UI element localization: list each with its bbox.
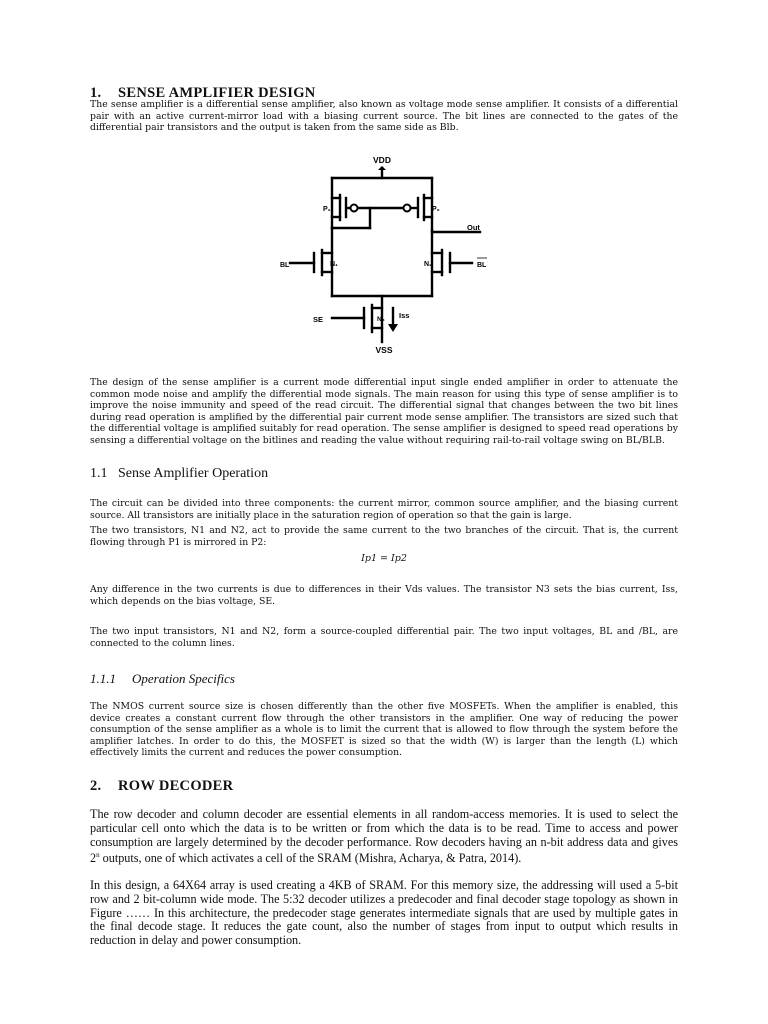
- se-label: SE: [313, 315, 324, 324]
- section-1-design-paragraph: The design of the sense amplifier is a current mode differential input single ended amplifier in order to attenuate the common mode noise and amplify the differential mode signals. The main reason for using this type of sense amplifier is to improve the noise immunity and speed of the read circuit. The differential signal that changes between the two bit lines during read operation is amplified by the differential pair current mode sense amplifier. The transistors are sized such that the differential voltage is amplified suitably for read operation. The sense amplifier is designed to speed read operations by sensing a differential voltage on the bitlines and reading the value without requiring rail-to-rail voltage swing on BL/BLB.: [90, 377, 678, 446]
- n2-label: N₂: [424, 261, 433, 268]
- sense-amplifier-circuit-diagram: [270, 150, 510, 360]
- iss-label: Iss: [399, 311, 410, 320]
- section-1-1-1-paragraph: The NMOS current source size is chosen differently than the other five MOSFETs. When the amplifier is enabled, this device creates a constant current flow through the other transistors in the amplifier. One way of reducing the power consumption of the sense amplifier as a whole is to limit the current that is allowed to flow through the system before the amplifier latches. In order to do this, the MOSFET is sized so that the width (W) is larger than the length (L) which effectively limits the current and reduces the power consumption.: [90, 701, 678, 759]
- section-number: 1.1: [90, 466, 108, 481]
- section-1-1-heading: [90, 466, 268, 482]
- p1-label: P₁: [323, 206, 331, 213]
- section-1-intro-paragraph: The sense amplifier is a differential sense amplifier, also known as voltage mode sense amplifier. It consists of a differential pair with an active current-mirror load with a biasing current source. The bit lines are connected to the gates of the differential pair transistors and the output is taken from the same side as Blb.: [90, 99, 678, 134]
- section-title: Sense Amplifier Operation: [118, 466, 269, 481]
- section-1-1-1-heading: [90, 671, 235, 687]
- n1-label: N₁: [330, 261, 338, 268]
- out-label: Out: [467, 223, 480, 232]
- section-number: 1.: [90, 85, 102, 101]
- section-number: 1.1.1: [90, 671, 116, 686]
- vdd-label: VDD: [373, 155, 391, 165]
- section-2-heading: [90, 778, 233, 795]
- section-number: 2.: [90, 778, 102, 794]
- section-2-paragraph-1: The row decoder and column decoder are essential elements in all random-access memories. It is used to select the particular cell onto which the data is to be written or from which the data is to be read. Time to access and power consumption are largely determined by the decoder performance. Row decoders having an n-bit address data and gives 2$^n$ outputs, one of which activates a cell of the SRAM (Mishra, Acharya, & Patra, 2014).: [90, 807, 678, 866]
- n3-label: N₃: [377, 316, 385, 323]
- bl-label: BL: [280, 262, 290, 269]
- equation: Ip1 = Ip2: [361, 553, 407, 564]
- section-1-1-paragraph-2: The two transistors, N1 and N2, act to provide the same current to the two branches of the circuit. That is, the current flowing through P1 is mirrored in P2:: [90, 525, 678, 548]
- section-title: SENSE AMPLIFIER DESIGN: [118, 85, 316, 101]
- section-1-1-paragraph-3: Any difference in the two currents is due to differences in their Vds values. The transistor N3 sets the bias current, Iss, which depends on the bias voltage, SE.: [90, 584, 678, 607]
- section-title: ROW DECODER: [118, 778, 234, 794]
- section-2-paragraph-2: In this design, a 64X64 array is used creating a 4KB of SRAM. For this memory size, the addressing will used a 5-bit row and 2 bit-column wide mode. The 5:32 decoder utilizes a predecoder and final decoder stage topology as shown in Figure …… In this architecture, the predecoder stage generates intermediate signals that are used by multiple gates in the final decode stage. It reduces the gate count, also the number of stages from input to output which results in reduction in delay and power consumption.: [90, 878, 678, 948]
- vss-label: VSS: [375, 345, 393, 355]
- section-1-1-paragraph-4: The two input transistors, N1 and N2, form a source-coupled differential pair. The two input voltages, BL and /BL, are connected to the column lines.: [90, 626, 678, 649]
- p2-label: P₂: [432, 206, 440, 213]
- section-title: Operation Specifics: [132, 671, 235, 686]
- section-1-1-paragraph-1: The circuit can be divided into three components: the current mirror, common source amplifier, and the biasing current source. All transistors are initially place in the saturation region of operation so that the gain is large.: [90, 498, 678, 521]
- blb-label: BL: [477, 262, 487, 269]
